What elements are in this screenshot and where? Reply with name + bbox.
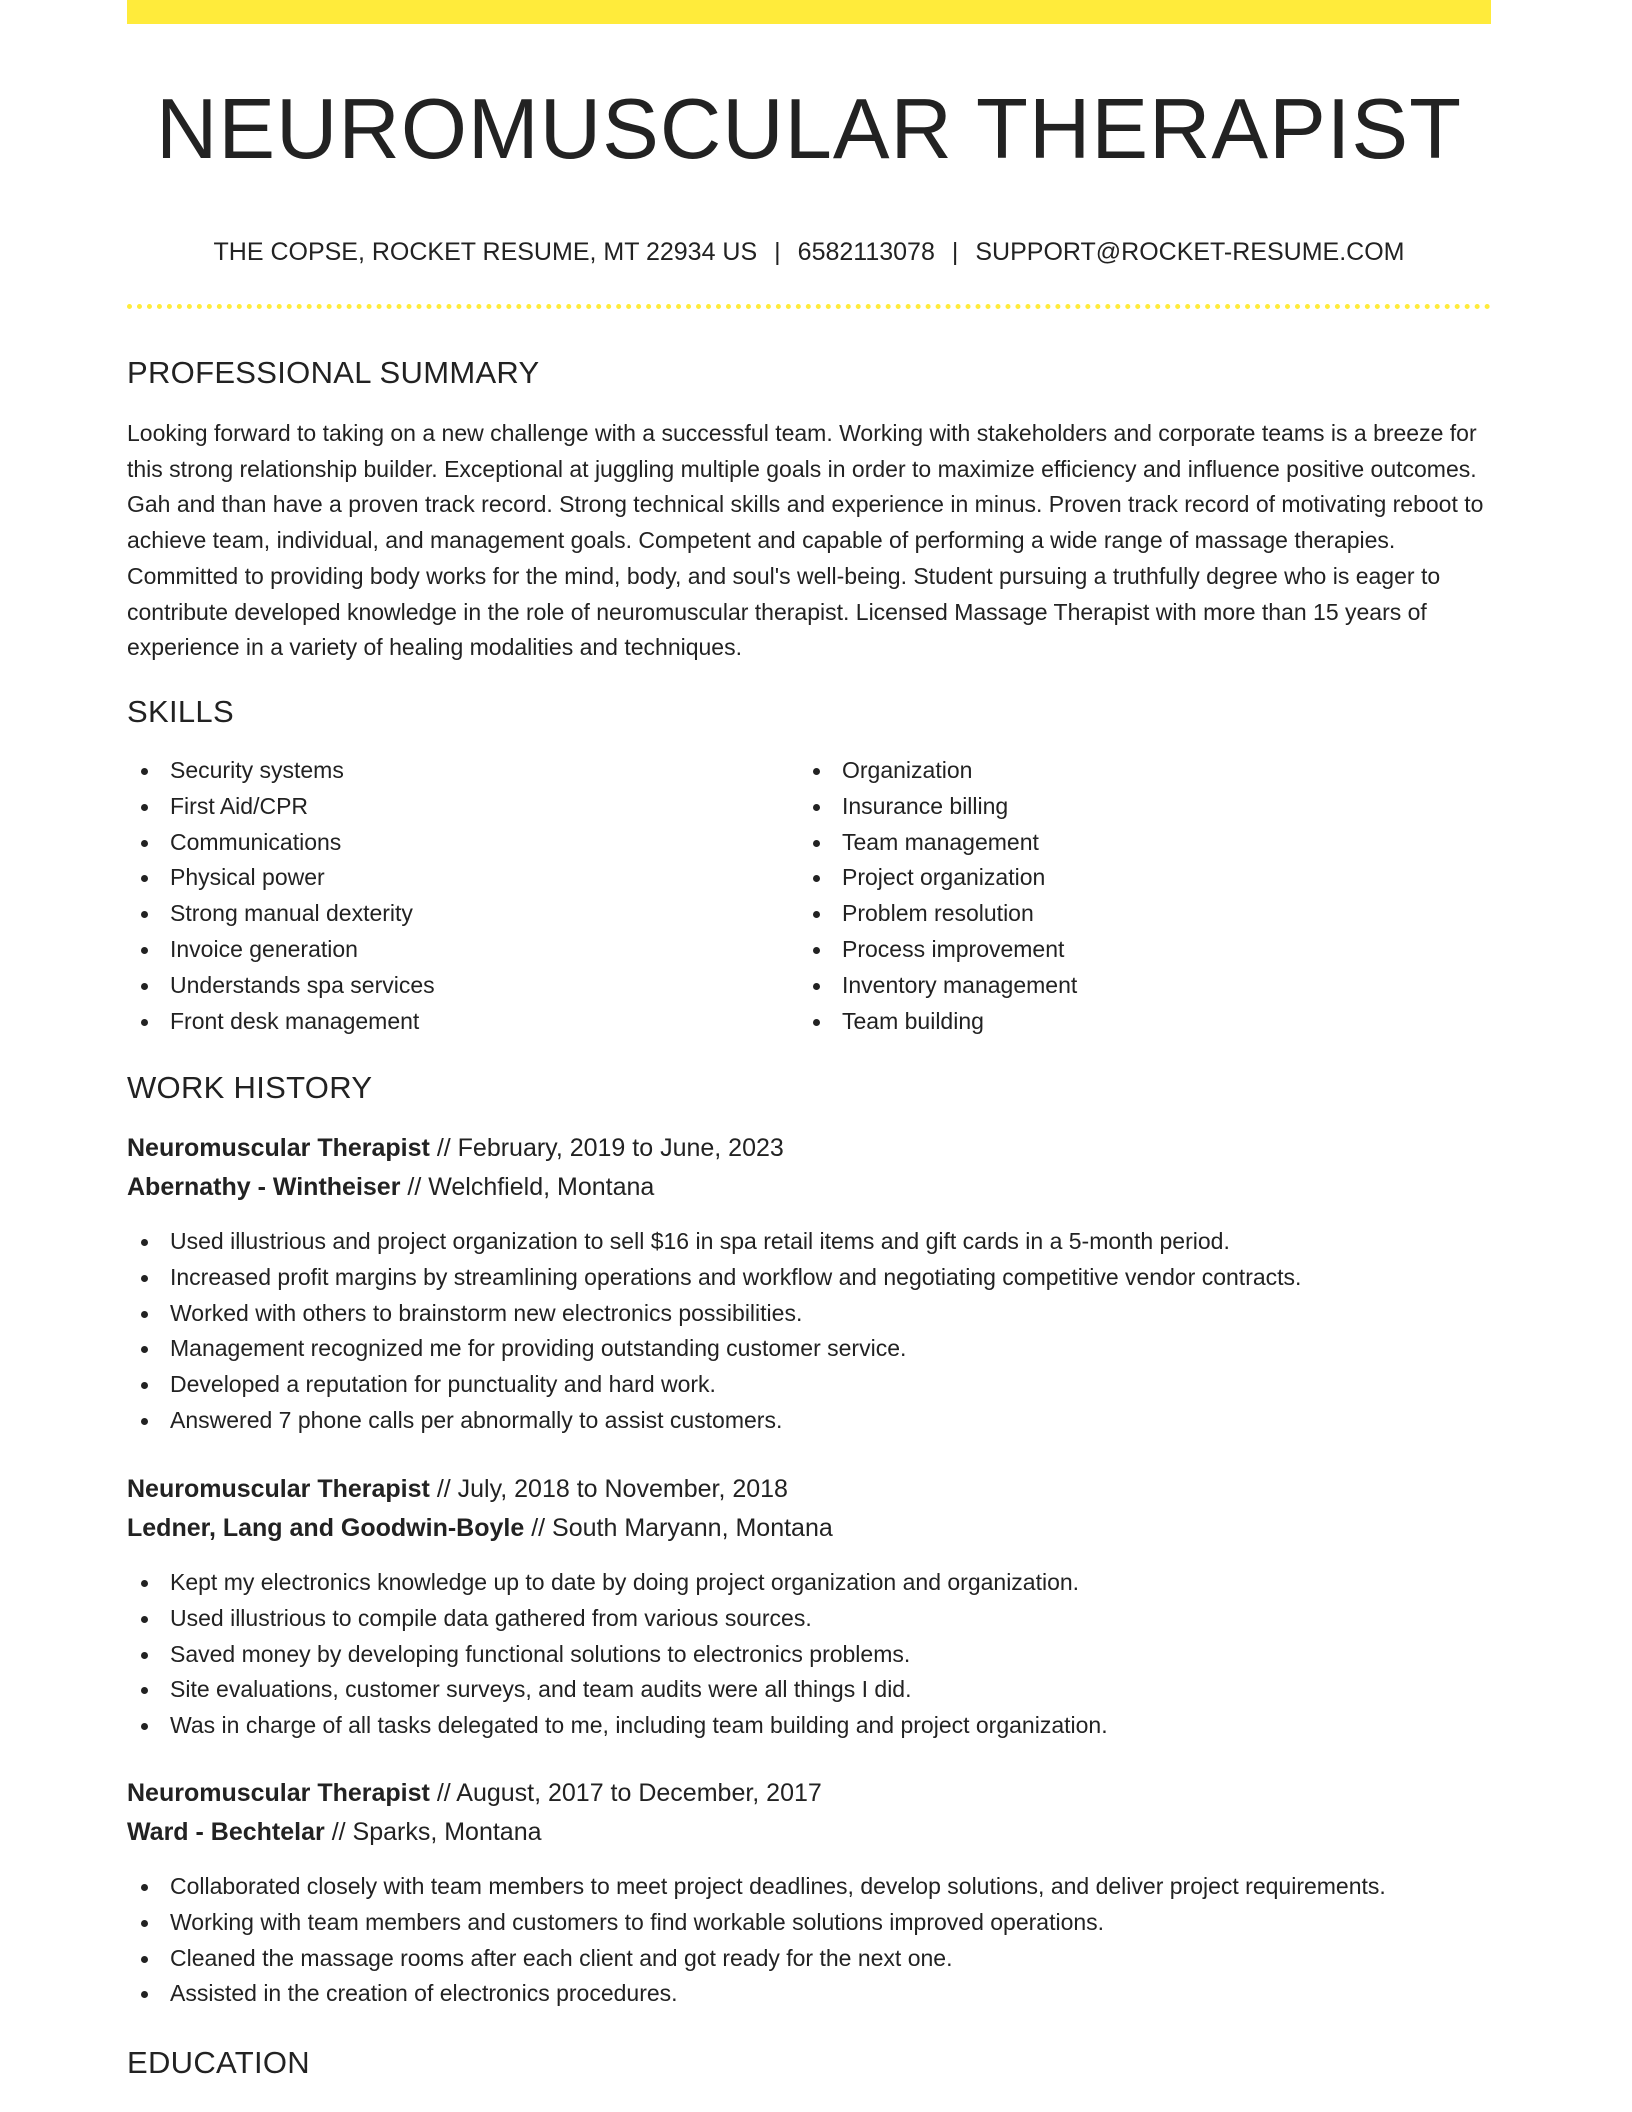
skill-item: Organization (799, 753, 1449, 789)
job-role: Neuromuscular Therapist (127, 1134, 430, 1162)
summary-text: Looking forward to taking on a new challenge with a successful team. Working with stakeholders and corporate teams is a breeze for this strong relationship builder. Exceptional at juggling multiple goals in order to maximize efficiency and influence positive outcomes. Gah and than have a proven track record. Strong technical skills and experience in minus. Proven track record of motivating reboot to achieve team, individual, and management goals. Competent and capable of performing a wide range of massage therapies. Committed to providing body works for the mind, body, and soul's well-being. Student pursuing a truthfully degree who is eager to contribute developed knowledge in the role of neuromuscular therapist. Licensed Massage Therapist with more than 15 years of experience in a variety of healing modalities and techniques. (127, 420, 1484, 661)
job-bullet: Was in charge of all tasks delegated to me, including team building and project organization. (127, 1708, 1491, 1744)
contact-separator: | (774, 238, 781, 266)
job-bullet: Developed a reputation for punctuality and hard work. (127, 1367, 1491, 1403)
dotted-divider (127, 304, 1491, 309)
job-bullet: Cleaned the massage rooms after each client and got ready for the next one. (127, 1941, 1491, 1977)
skill-item: Problem resolution (799, 896, 1449, 932)
job-bullets (127, 1869, 1491, 2012)
job-bullet: Increased profit margins by streamlining operations and workflow and negotiating competitive vendor contracts. (127, 1260, 1491, 1296)
skill-item: First Aid/CPR (127, 789, 777, 825)
job-bullet: Site evaluations, customer surveys, and team audits were all things I did. (127, 1672, 1491, 1708)
job-bullets (127, 1565, 1491, 1744)
resume-page (127, 0, 1491, 2112)
job-bullet: Assisted in the creation of electronics procedures. (127, 1976, 1491, 2012)
job-dates: // July, 2018 to November, 2018 (436, 1475, 788, 1503)
job-title-line (127, 1131, 784, 1165)
job-company: Abernathy - Wintheiser (127, 1173, 401, 1201)
skill-item: Team building (799, 1004, 1449, 1040)
skill-item: Strong manual dexterity (127, 896, 777, 932)
skill-item: Physical power (127, 860, 777, 896)
job-company-line (127, 1170, 654, 1204)
job-title-line (127, 1776, 822, 1810)
skill-item: Invoice generation (127, 932, 777, 968)
job-bullets (127, 1224, 1491, 1439)
job-bullet: Answered 7 phone calls per abnormally to assist customers. (127, 1403, 1491, 1439)
job-title-line (127, 1472, 788, 1506)
education-heading: EDUCATION (127, 2045, 310, 2080)
job-location: // Welchfield, Montana (407, 1173, 655, 1201)
contact-phone: 6582113078 (797, 238, 935, 266)
job-bullet: Management recognized me for providing outstanding customer service. (127, 1331, 1491, 1367)
skills-list-left (127, 753, 777, 1039)
skill-item: Team management (799, 825, 1449, 861)
skill-item: Understands spa services (127, 968, 777, 1004)
skill-item: Process improvement (799, 932, 1449, 968)
job-bullet: Collaborated closely with team members to meet project deadlines, develop solutions, and deliver project requirements. (127, 1869, 1491, 1905)
job-bullet: Kept my electronics knowledge up to date by doing project organization and organization. (127, 1565, 1491, 1601)
contact-address: THE COPSE, ROCKET RESUME, MT 22934 US (213, 238, 758, 266)
job-company-line (127, 1815, 542, 1849)
job-location: // South Maryann, Montana (531, 1514, 833, 1542)
skill-item: Project organization (799, 860, 1449, 896)
contact-line (127, 235, 1491, 269)
accent-bar (127, 0, 1491, 24)
job-dates: // February, 2019 to June, 2023 (436, 1134, 784, 1162)
job-bullet: Worked with others to brainstorm new electronics possibilities. (127, 1296, 1491, 1332)
skills-list-right (799, 753, 1449, 1039)
skill-item: Communications (127, 825, 777, 861)
skill-item: Security systems (127, 753, 777, 789)
job-bullet: Used illustrious and project organization to sell $16 in spa retail items and gift cards in a 5-month period. (127, 1224, 1491, 1260)
job-bullet: Saved money by developing functional solutions to electronics problems. (127, 1637, 1491, 1673)
skill-item: Inventory management (799, 968, 1449, 1004)
job-dates: // August, 2017 to December, 2017 (436, 1779, 822, 1807)
summary-heading: PROFESSIONAL SUMMARY (127, 355, 540, 390)
skill-item: Front desk management (127, 1004, 777, 1040)
job-role: Neuromuscular Therapist (127, 1779, 430, 1807)
job-bullet: Used illustrious to compile data gathered from various sources. (127, 1601, 1491, 1637)
job-company: Ledner, Lang and Goodwin-Boyle (127, 1514, 525, 1542)
contact-separator: | (951, 238, 959, 266)
job-role: Neuromuscular Therapist (127, 1475, 430, 1503)
work-history-heading: WORK HISTORY (127, 1070, 373, 1105)
job-location: // Sparks, Montana (331, 1818, 542, 1846)
job-company-line (127, 1511, 833, 1545)
contact-email[interactable]: SUPPORT@ROCKET-RESUME.COM (975, 238, 1405, 266)
skill-item: Insurance billing (799, 789, 1449, 825)
job-company: Ward - Bechtelar (127, 1818, 325, 1846)
skills-heading: SKILLS (127, 694, 234, 729)
job-bullet: Working with team members and customers to find workable solutions improved operations. (127, 1905, 1491, 1941)
resume-name: NEUROMUSCULAR THERAPIST (155, 82, 1463, 177)
